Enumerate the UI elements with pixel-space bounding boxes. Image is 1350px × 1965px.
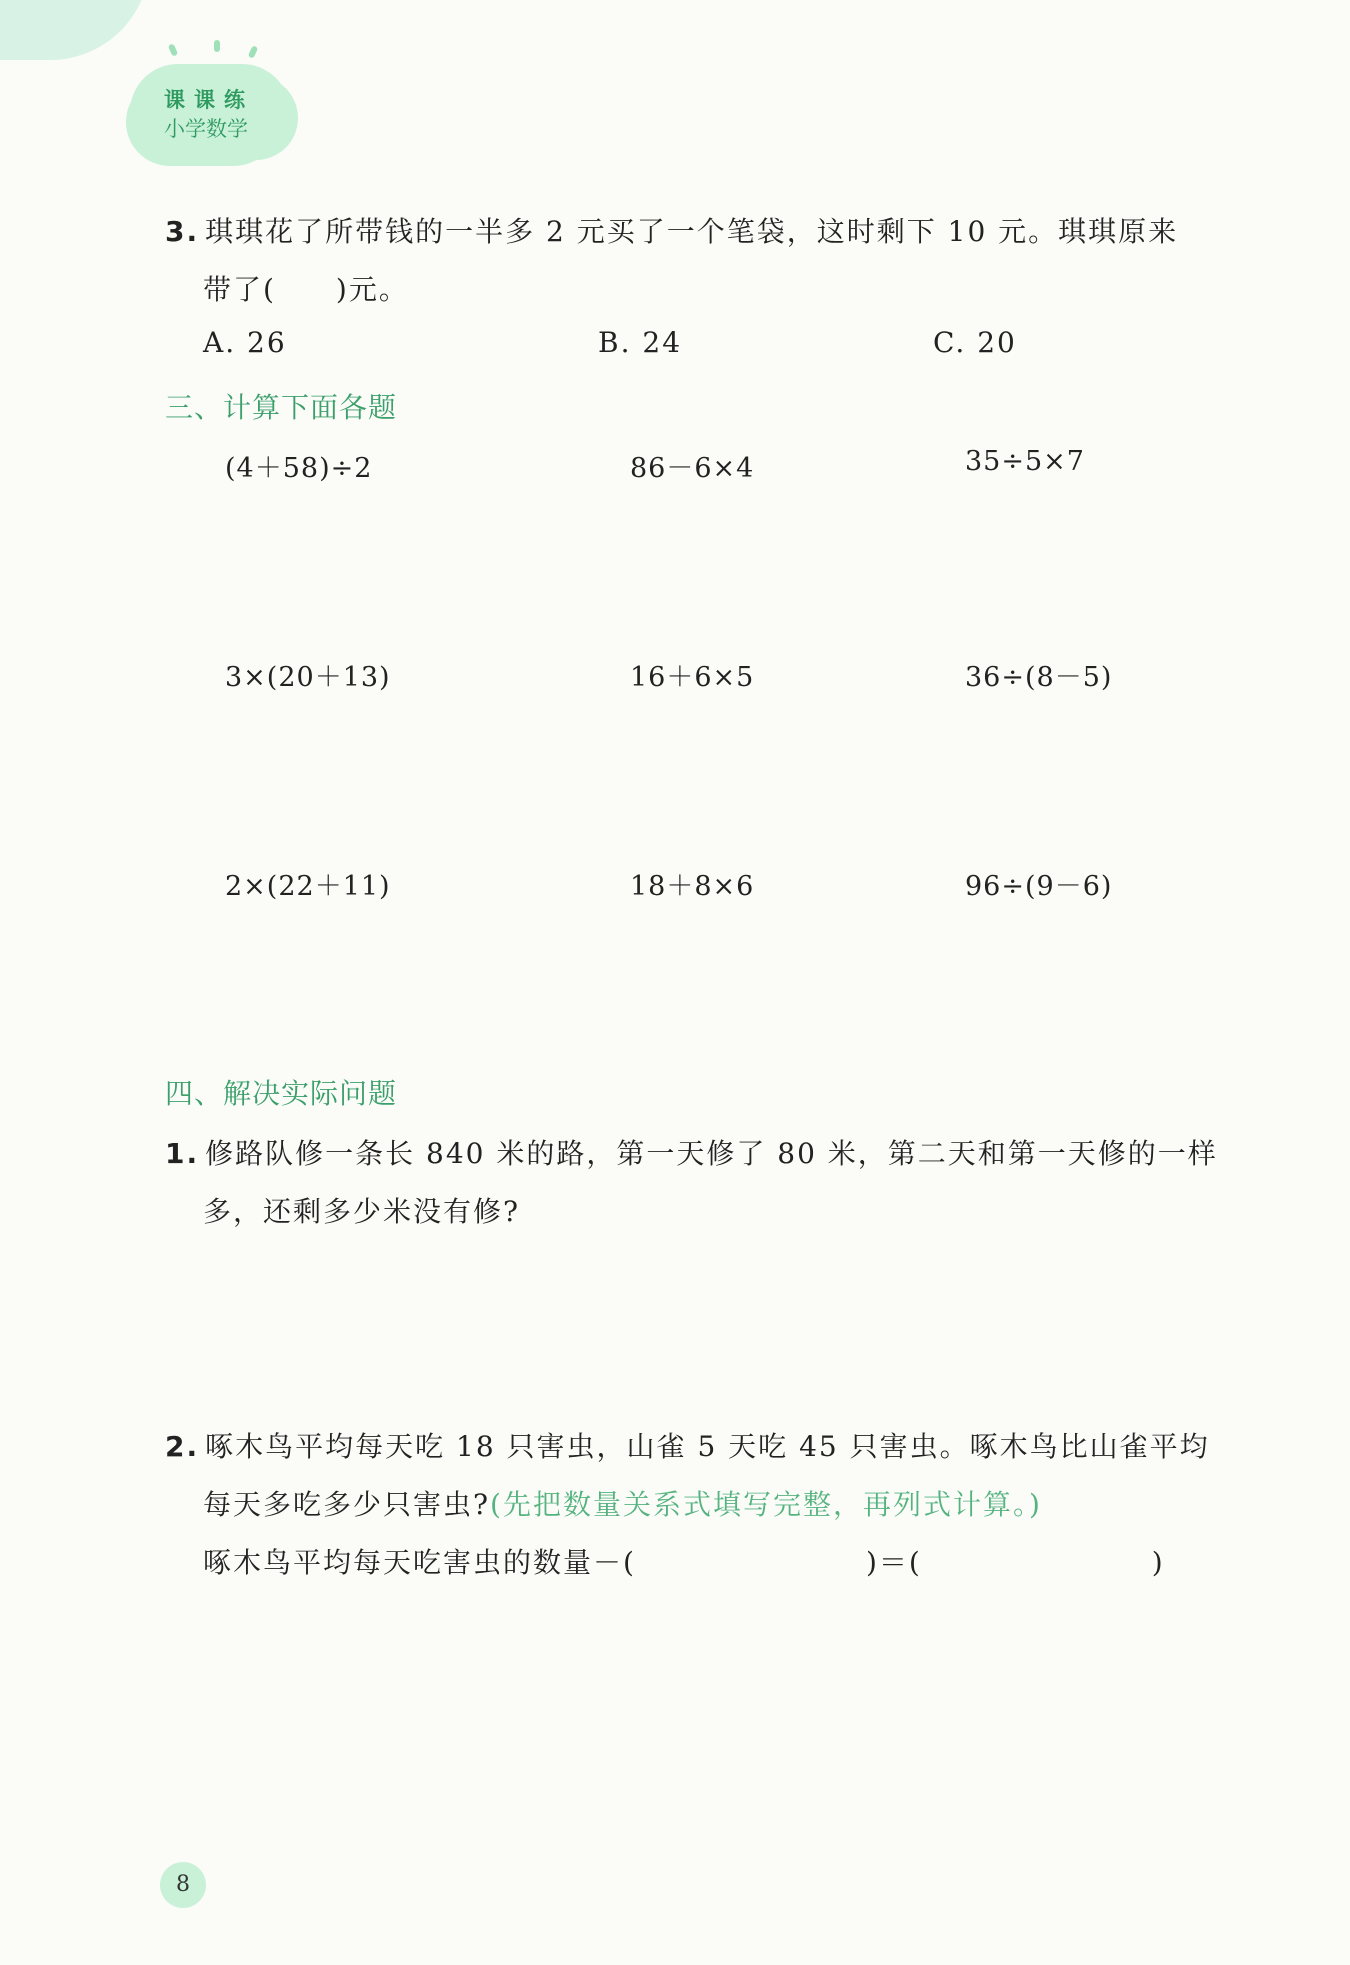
hint-text: (先把数量关系式填写完整，再列式计算。): [490, 1488, 1042, 1521]
sparkle-decoration: [214, 40, 220, 52]
expression: 18＋8×6: [630, 871, 755, 902]
option-a: A. 26: [203, 326, 287, 359]
expression: 35÷5×7: [965, 446, 1085, 477]
problem-2-line1: 2. 啄木鸟平均每天吃 18 只害虫，山雀 5 天吃 45 只害虫。啄木鸟比山雀平均: [165, 1430, 1210, 1463]
expression: 86－6×4: [630, 453, 755, 484]
option-c: C. 20: [933, 326, 1017, 359]
brand-subtitle: 小学数学: [164, 117, 248, 141]
problem-number: 2.: [165, 1430, 200, 1463]
section-3-title: 三、计算下面各题: [165, 391, 398, 424]
option-b: B. 24: [598, 326, 683, 359]
expression: 3×(20＋13): [225, 662, 391, 693]
problem-number: 1.: [165, 1137, 200, 1170]
relation-formula: 啄木鸟平均每天吃害虫的数量－( )＝( ): [203, 1546, 1165, 1579]
sparkle-decoration: [168, 43, 179, 56]
section-4-title: 四、解决实际问题: [165, 1077, 398, 1110]
question-3-line2: 带了( )元。: [203, 273, 409, 306]
expression: 2×(22＋11): [225, 871, 391, 902]
expression: 16＋6×5: [630, 662, 755, 693]
expression: 96÷(9－6): [965, 871, 1113, 902]
page-number: 8: [160, 1862, 206, 1908]
problem-1-line2: 多，还剩多少米没有修?: [203, 1195, 521, 1228]
corner-decoration: [0, 0, 150, 60]
brand-title: 课课练: [164, 88, 254, 112]
question-3-line1: 3. 琪琪花了所带钱的一半多 2 元买了一个笔袋，这时剩下 10 元。琪琪原来: [165, 215, 1179, 248]
problem-1-line1: 1. 修路队修一条长 840 米的路，第一天修了 80 米，第二天和第一天修的一样: [165, 1137, 1218, 1170]
question-number: 3.: [165, 215, 200, 248]
expression: 36÷(8－5): [965, 662, 1113, 693]
problem-2-line2: 每天多吃多少只害虫?(先把数量关系式填写完整，再列式计算。): [203, 1488, 1042, 1521]
sparkle-decoration: [248, 45, 259, 58]
brand-badge: [130, 64, 290, 160]
expression: (4＋58)÷2: [225, 453, 373, 484]
